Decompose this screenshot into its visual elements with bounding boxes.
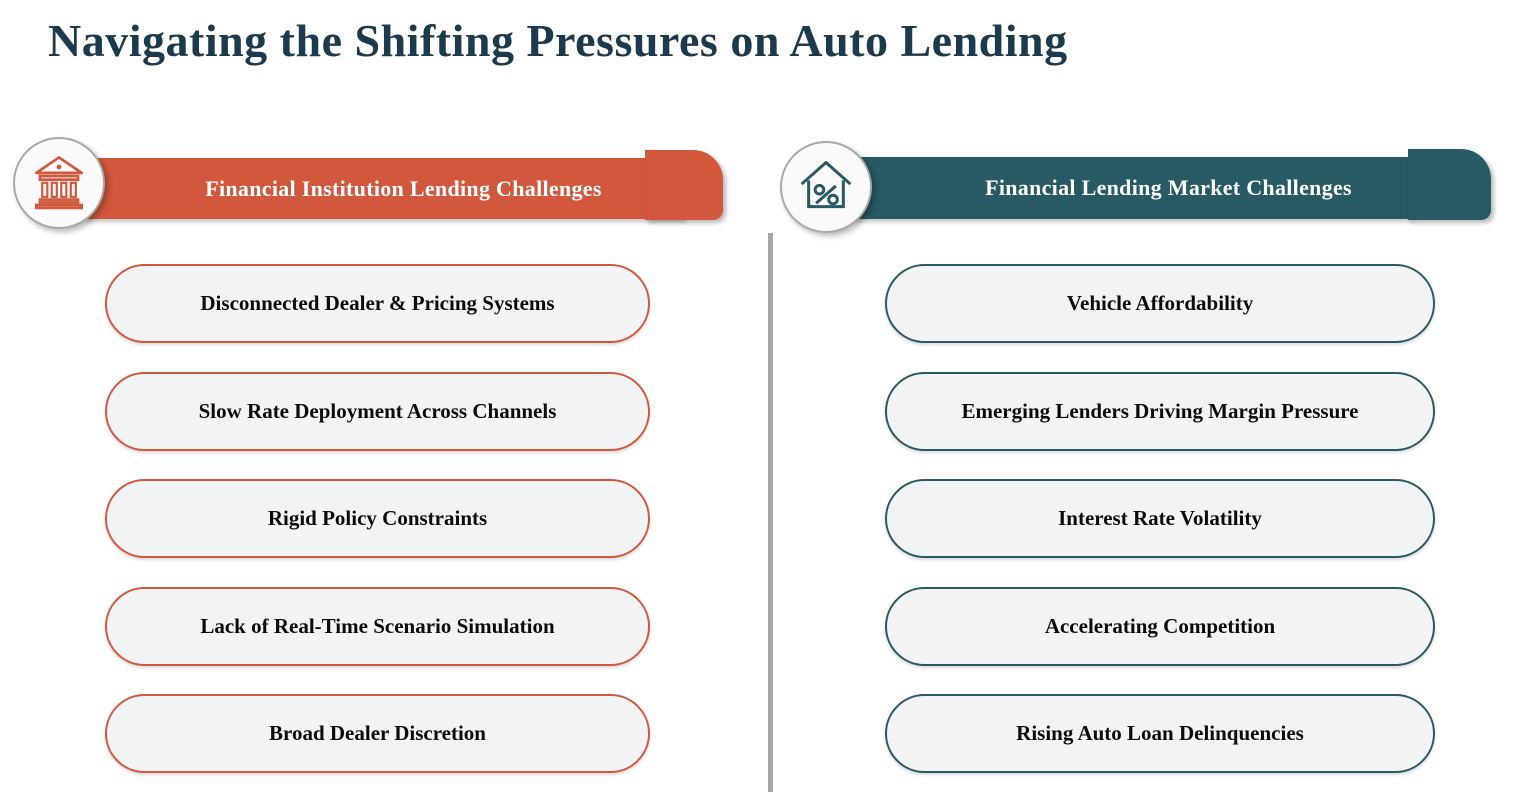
challenge-pill-label: Lack of Real-Time Scenario Simulation [200,614,555,638]
challenge-pill-emerging-lenders [885,372,1435,451]
market-header-title: Financial Lending Market Challenges [985,175,1352,200]
challenge-pill-rigid-policy [105,479,650,558]
column-divider [768,233,773,792]
institution-icon-badge [13,137,105,229]
house-percent-icon [796,155,856,220]
institution-header-title: Financial Institution Lending Challenges [205,175,602,201]
challenge-pill-slow-rate-deployment [105,372,650,451]
challenge-pill-label: Emerging Lenders Driving Margin Pressure [961,399,1359,423]
challenge-pill-accelerating-competition [885,587,1435,666]
challenge-pill-rising-delinquencies [885,694,1435,773]
challenge-pill-label: Disconnected Dealer & Pricing Systems [200,291,555,315]
bank-icon [30,152,88,215]
page-title: Navigating the Shifting Pressures on Auto Lending [48,15,1068,66]
challenge-pill-scenario-simulation [105,587,650,666]
challenge-pill-label: Rising Auto Loan Delinquencies [1016,721,1304,745]
challenge-pill-interest-rate-volatility [885,479,1435,558]
challenge-pill-label: Vehicle Affordability [1066,291,1254,315]
challenge-pill-label: Slow Rate Deployment Across Channels [198,399,557,423]
challenge-pill-disconnected-systems [105,264,650,343]
challenge-pill-dealer-discretion [105,694,650,773]
challenge-pill-label: Rigid Policy Constraints [267,506,488,530]
challenge-pill-vehicle-affordability [885,264,1435,343]
market-icon-badge [780,141,872,233]
challenge-pill-label: Broad Dealer Discretion [269,721,486,745]
challenge-pill-label: Accelerating Competition [1044,614,1276,638]
challenge-pill-label: Interest Rate Volatility [1058,506,1262,530]
